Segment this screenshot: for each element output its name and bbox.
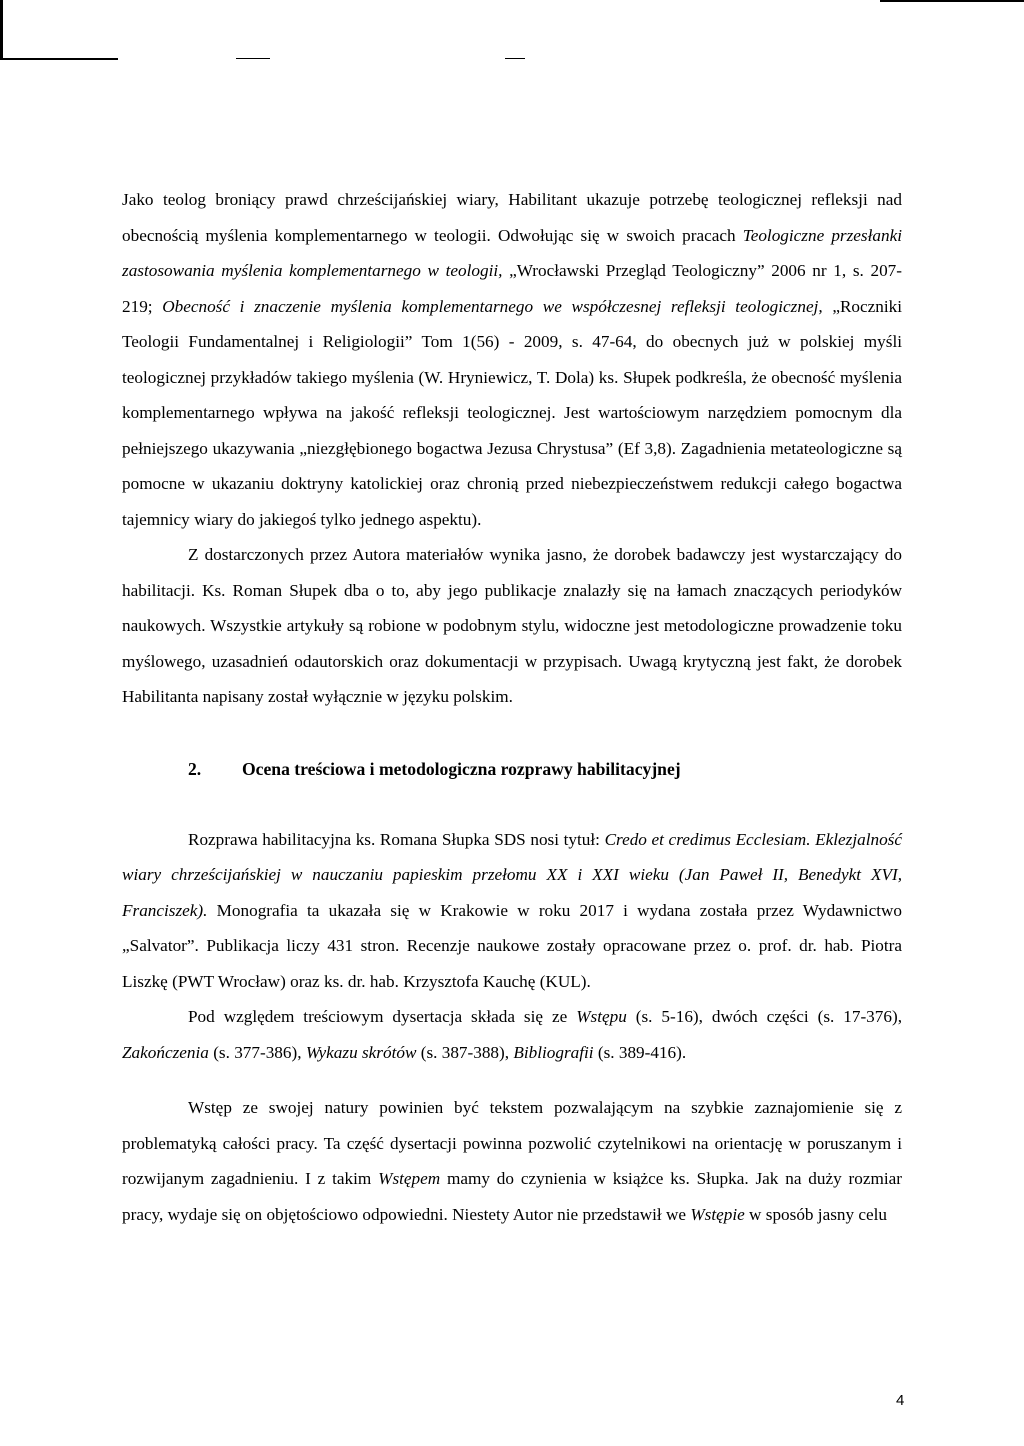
scan-line bbox=[0, 0, 3, 58]
document-page bbox=[122, 182, 902, 1232]
scan-line bbox=[505, 58, 525, 59]
paragraph-dissertation-title: Rozprawa habilitacyjna ks. Romana Słupka SDS nosi tytuł: Credo et credimus Ecclesiam. Eklezjalność wiary chrześcijańskiej w nauczaniu papieskim przełomu XX i XXI wieku (Jan Paweł II, Benedykt XVI, Franciszek). Monografia ta ukazała się w Krakowie w roku 2017 i wydana została przez Wydawnictwo „Salvator”. Publikacja liczy 431 stron. Recenzje naukowe zostały opracowane przez o. prof. dr. hab. Piotra Liszkę (PWT Wrocław) oraz ks. dr. hab. Krzysztofa Kauchę (KUL). bbox=[122, 829, 902, 991]
section-heading bbox=[122, 752, 902, 787]
page-number: 4 bbox=[896, 1392, 905, 1409]
scan-line bbox=[236, 58, 270, 59]
paragraph-habilitant-theology: Jako teolog broniący prawd chrześcijańskiej wiary, Habilitant ukazuje potrzebę teologicznej refleksji nad obecnością myślenia komplementarnego w teologii. Odwołując się w swoich pracach Teologiczne przesłanki zastosowania myślenia komplementarnego w teologii, „Wrocławski Przegląd Teologiczny” 2006 nr 1, s. 207-219; Obecność i znaczenie myślenia komplementarnego we współczesnej refleksji teologicznej, „Roczniki Teologii Fundamentalnej i Religiologii” Tom 1(56) - 2009, s. 47-64, do obecnych już w polskiej myśli teologicznej przykładów takiego myślenia (W. Hryniewicz, T. Dola) ks. Słupek podkreśla, że obecność myślenia komplementarnego wpływa na jakość refleksji teologicznej. Jest wartościowym narzędziem pomocnym dla pełniejszego ukazywania „niezgłębionego bogactwa Jezusa Chrystusa” (Ef 3,8). Zagadnienia metateologiczne są pomocne w ukazaniu doktryny katolickiej oraz chronią przed niebezpieczeństwem redukcji całego bogactwa tajemnicy wiary do jakiegoś tylko jednego aspektu). bbox=[122, 190, 903, 529]
section-number: 2. bbox=[188, 758, 202, 779]
scan-edge-lines bbox=[0, 0, 1024, 60]
paragraph-structure: Pod względem treściowym dysertacja składa się ze Wstępu (s. 5-16), dwóch części (s. 17-376), Zakończenia (s. 377-386), Wykazu skrótów (s. 387-388), Bibliografii (s. 389-416). bbox=[122, 1007, 902, 1062]
paragraph-research-output: Z dostarczonych przez Autora materiałów wynika jasno, że dorobek badawczy jest wystarczający do habilitacji. Ks. Roman Słupek dba o to, aby jego publikacje znalazły się na łamach znaczących periodyków naukowych. Wszystkie artykuły są robione w podobnym stylu, widoczne jest metodologiczne prowadzenie toku myślowego, uzasadnień odautorskich oraz dokumentacji w przypisach. Uwagą krytyczną jest fakt, że dorobek Habilitanta napisany został wyłącznie w języku polskim. bbox=[122, 545, 902, 706]
scan-line bbox=[880, 0, 1024, 2]
scan-line bbox=[0, 58, 118, 60]
paragraph-introduction: Wstęp ze swojej natury powinien być tekstem pozwalającym na szybkie zaznajomienie się z problematyką całości pracy. Ta część dysertacji powinna pozwolić czytelnikowi na orientację w poruszanym i rozwijanym zagadnieniu. I z takim Wstępem mamy do czynienia w książce ks. Słupka. Jak na duży rozmiar pracy, wydaje się on objętościowo odpowiedni. Niestety Autor nie przedstawił we Wstępie w sposób jasny celu bbox=[122, 1098, 902, 1224]
section-title: Ocena treściowa i metodologiczna rozprawy habilitacyjnej bbox=[242, 758, 681, 779]
